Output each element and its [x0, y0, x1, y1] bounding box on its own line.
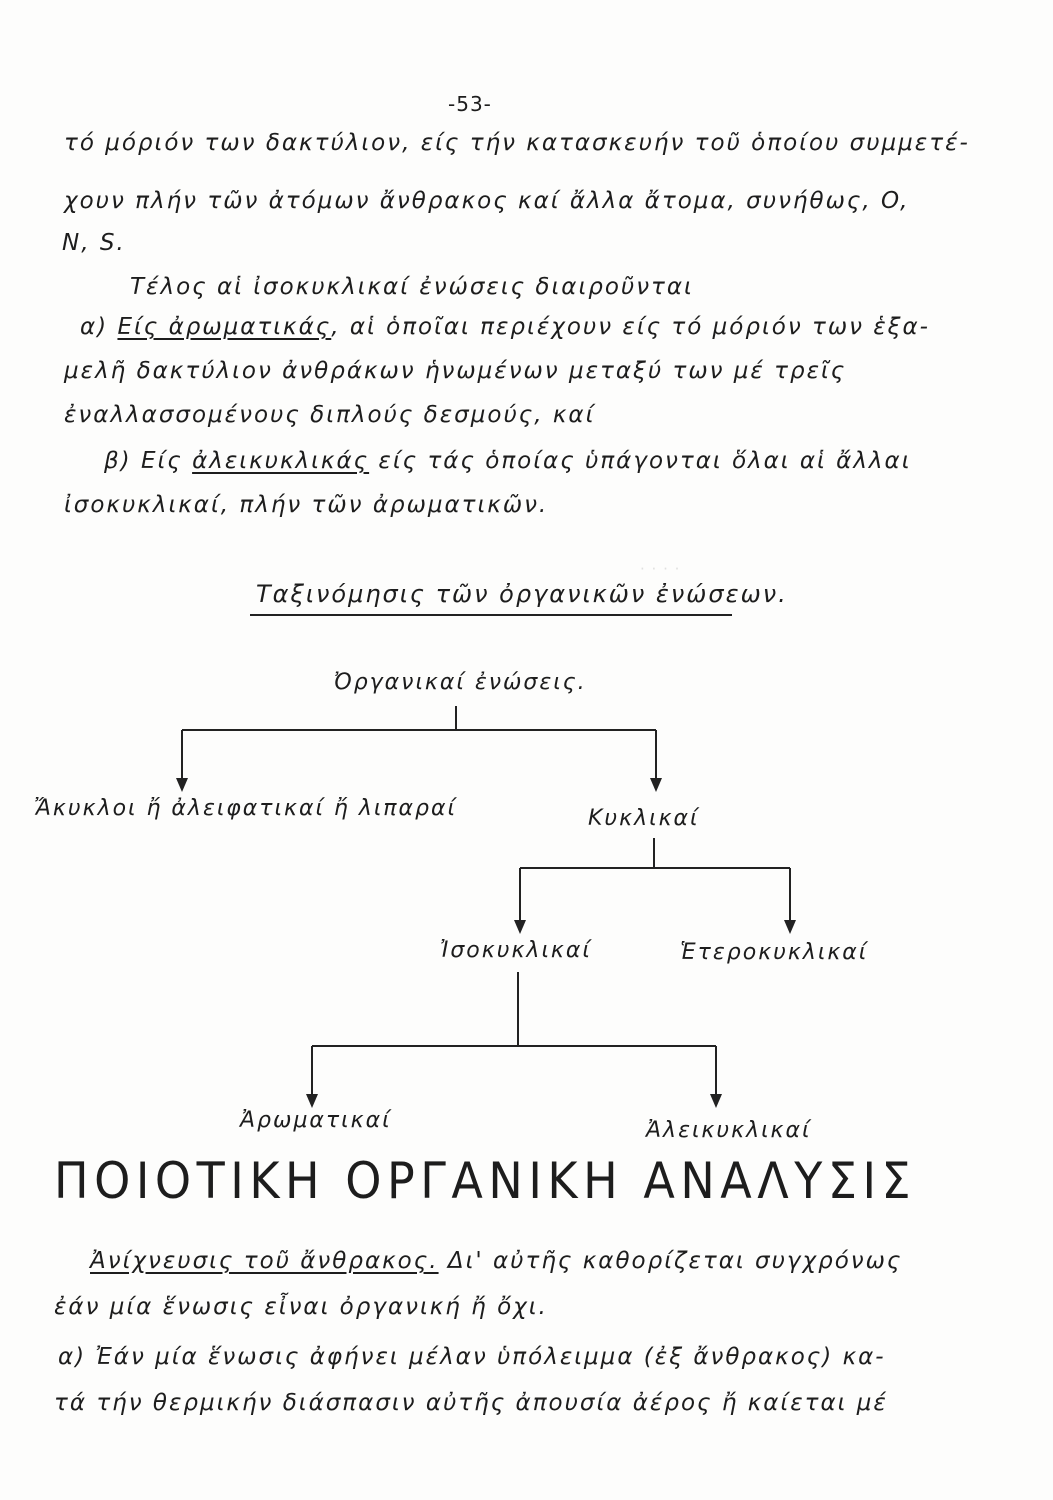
item-b-marker: β) Είς [104, 448, 183, 474]
arrowhead-alicyclic [710, 1094, 722, 1108]
paragraph-1-line-1: τό μόριόν των δακτύλιον, είς τήν κατασκευήν τοῦ ὁποίου συμμετέ- [64, 130, 970, 156]
item-a-line-2: μελῆ δακτύλιον ἀνθράκων ἡνωμένων μεταξύ των μέ τρεῖς [64, 358, 847, 384]
item-a-line-3: ἐναλλασσομένους διπλούς δεσμούς, καί [64, 402, 596, 428]
arrowhead-acyclic [176, 778, 188, 792]
arrowhead-heterocyclic [784, 920, 796, 934]
bleed-through-texture: · · · · [640, 560, 681, 578]
carbon-detection-term: Ἀνίχνευσις τοῦ ἄνθρακος. [90, 1248, 439, 1274]
analysis-line-4: τά τήν θερμικήν διάσπασιν αὐτῆς ἀπουσία ἀέρος ἤ καίεται μέ [54, 1390, 888, 1416]
analysis-heading: ΠΟΙΟΤΙΚΗ ΟΡΓΑΝΙΚΗ ΑΝΑΛΥΣΙΣ [54, 1152, 917, 1210]
item-b-rest: είς τάς ὁποίας ὑπάγονται ὅλαι αἱ ἄλλαι [378, 448, 912, 474]
node-acyclic: Ἄκυκλοι ἤ ἀλειφατικαί ἤ λιπαραί [34, 796, 457, 821]
paragraph-1-line-3: N, S. [62, 230, 126, 256]
item-b-line-2: ἰσοκυκλικαί, πλήν τῶν ἀρωματικῶν. [64, 492, 549, 518]
arrowhead-cyclic [650, 778, 662, 792]
node-isocyclic: Ἰσοκυκλικαί [440, 938, 592, 963]
node-cyclic: Κυκλικαί [588, 806, 700, 831]
arrowhead-aromatic [306, 1094, 318, 1108]
paragraph-1-line-2: χουν πλήν τῶν ἀτόμων ἄνθρακος καί ἄλλα ἄτομα, συνήθως, O, [64, 188, 910, 214]
classification-title: Ταξινόμησις τῶν ὀργανικῶν ἐνώσεων. [256, 580, 788, 608]
item-a-rest: , αἱ ὁποῖαι περιέχουν είς τό μόριόν των ἑξα- [331, 314, 930, 340]
item-a-marker: α) [80, 314, 109, 340]
node-organic-compounds: Ὀργανικαί ἐνώσεις. [334, 670, 587, 695]
node-heterocyclic: Ἑτεροκυκλικαί [680, 940, 869, 965]
analysis-line-1 [90, 1250, 902, 1273]
analysis-line-3: α) Ἐάν μία ἕνωσις ἀφήνει μέλαν ὑπόλειμμα (ἐξ ἄνθρακος) κα- [58, 1344, 886, 1370]
item-a-term: Είς ἀρωματικάς [117, 314, 332, 340]
item-b-term: ἀλεικυκλικάς [192, 448, 370, 474]
paragraph-2-intro: Τέλος αἱ ἰσοκυκλικαί ἐνώσεις διαιροῦνται [130, 274, 694, 300]
node-aromatic: Ἀρωματικαί [240, 1108, 392, 1133]
analysis-line-2: ἐάν μία ἕνωσις εἶναι ὀργανική ἤ ὄχι. [54, 1294, 548, 1320]
arrowhead-isocyclic [514, 920, 526, 934]
page-number: -53- [448, 92, 492, 116]
carbon-detection-rest: Δι' αὐτῆς καθορίζεται συγχρόνως [447, 1248, 903, 1274]
node-alicyclic: Ἀλεικυκλικαί [646, 1118, 812, 1143]
